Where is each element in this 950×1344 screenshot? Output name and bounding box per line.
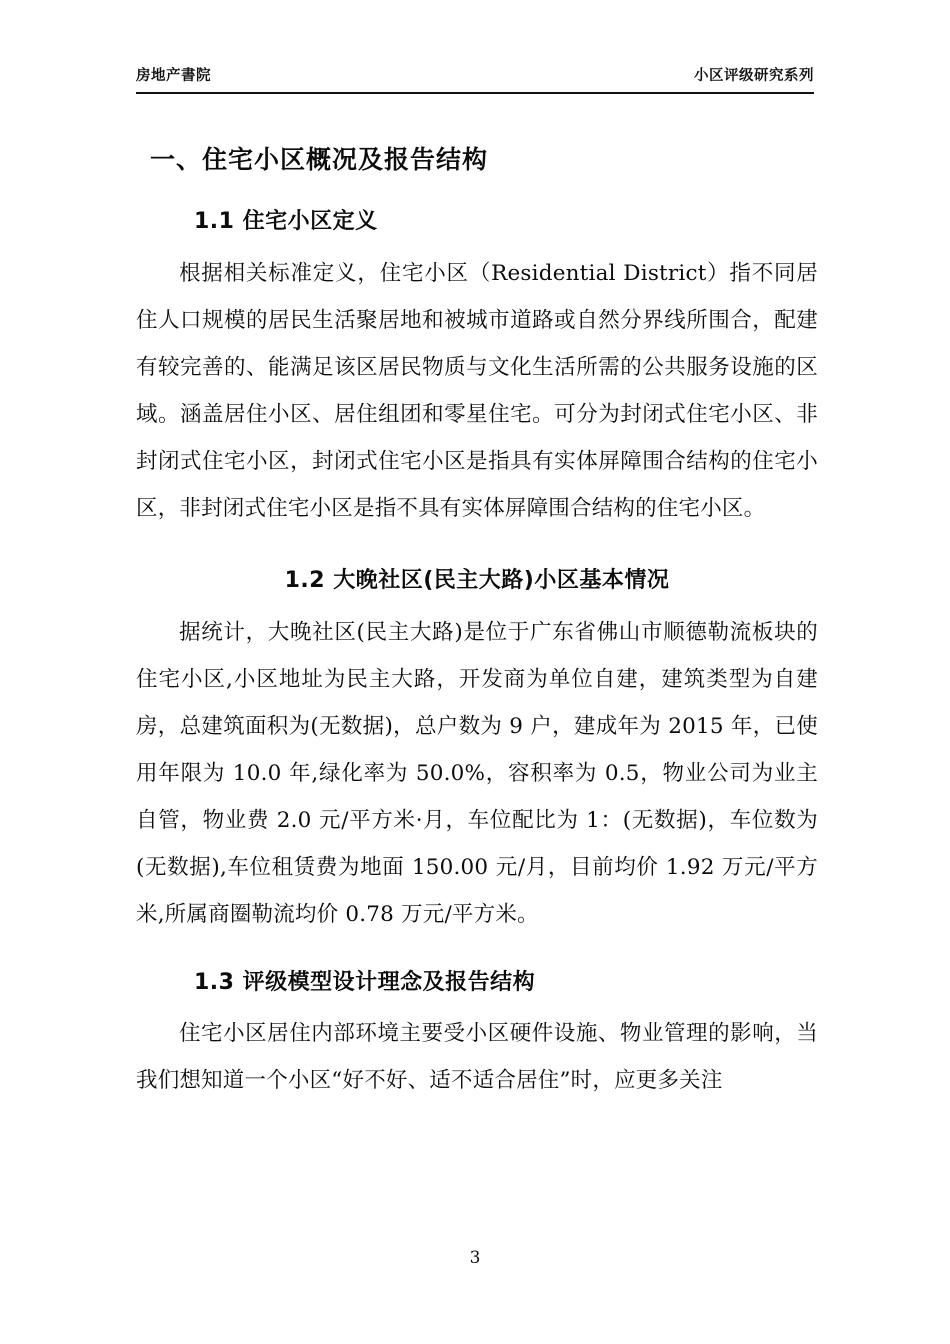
section-heading-1-1: 1.1 住宅小区定义 <box>194 209 378 234</box>
header-left-text: 房地产書院 <box>136 68 211 84</box>
header-divider <box>136 92 814 94</box>
running-header <box>136 64 814 85</box>
section-heading-1-2: 1.2 大晚社区(民主大路)小区基本情况 <box>284 567 670 593</box>
section-body-1-1: 根据相关标准定义，住宅小区（Residential District）指不同居住人口规模的居民生活聚居地和被城市道路或自然分界线所围合，配建有较完善的、能满足该区居民物质与文化生活所需的公共服务设施的区域。涵盖居住小区、居住组团和零星住宅。可分为封闭式住宅小区、非封闭式住宅小区，封闭式住宅小区是指具有实体屏障围合结构的住宅小区，非封闭式住宅小区是指不具有实体屏障围合结构的住宅小区。 <box>136 260 818 521</box>
page-number: 3 <box>469 1248 481 1268</box>
page-content <box>136 128 818 1104</box>
header-right-text: 小区评级研究系列 <box>694 68 814 84</box>
section-heading-1-3: 1.3 评级模型设计理念及报告结构 <box>194 969 536 995</box>
section-body-1-3: 住宅小区居住内部环境主要受小区硬件设施、物业管理的影响，当我们想知道一个小区“好不好、适不适合居住”时，应更多关注 <box>136 1021 818 1094</box>
chapter-title: 一、住宅小区概况及报告结构 <box>150 145 489 174</box>
section-body-1-2: 据统计，大晚社区(民主大路)是位于广东省佛山市顺德勒流板块的住宅小区,小区地址为民主大路，开发商为单位自建，建筑类型为自建房，总建筑面积为(无数据)，总户数为 9 户，建成年为 2015 年，已使用年限为 10.0 年,绿化率为 50.0%，容积率为 0.5，物业公司为业主自管，物业费 2.0 元/平方米·月，车位配比为 1：(无数据)，车位数为(无数据),车位租赁费为地面 150.00 元/月，目前均价 1.92 万元/平方米,所属商圈勒流均价 0.78 万元/平方米。 <box>136 619 818 927</box>
